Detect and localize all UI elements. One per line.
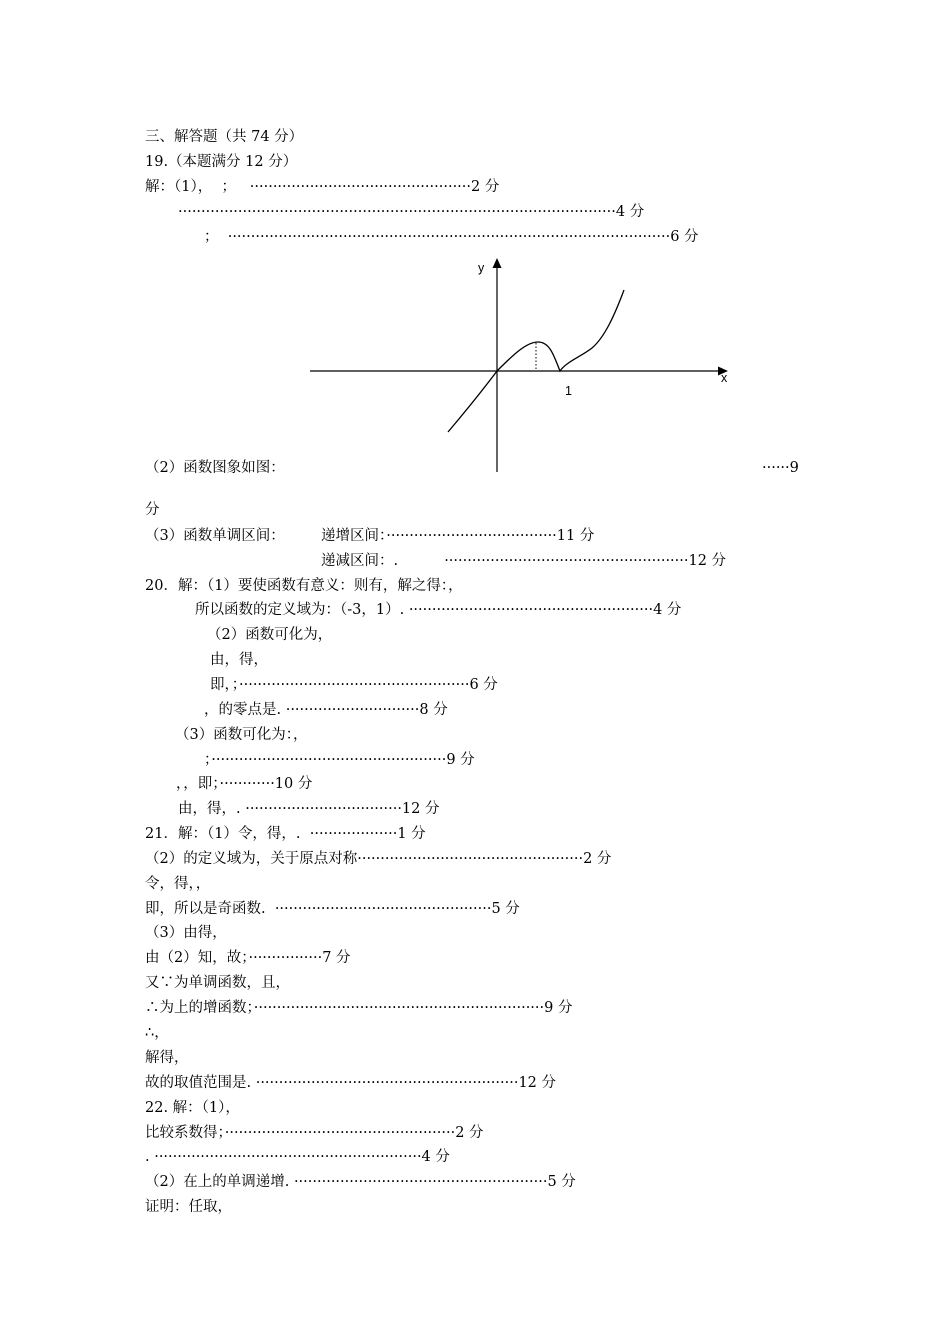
x-axis-label: x: [721, 371, 728, 385]
q21-line-11: 故的取值范围是. ·························································12 分: [145, 1075, 556, 1091]
q19-line-4a: （2）函数图象如图：: [145, 460, 285, 476]
q20-line-9: ，，即；············10 分: [176, 776, 313, 792]
q20-line-6: ，的零点是. ·····························8 分: [204, 702, 448, 718]
q22-line-3: . ··························································4 分: [145, 1149, 450, 1165]
q19-header: 19.（本题满分 12 分）: [145, 154, 298, 170]
q21-line-8: ∴为上的增函数；·······························································9 分: [145, 1000, 573, 1016]
q20-line-10: 由，得，. ··································12 分: [178, 801, 440, 817]
q21-line-5: （3）由得，: [145, 925, 227, 941]
q20-line-1: 20．解：（1）要使函数有意义：则有，解之得：，: [145, 578, 463, 594]
q19-line-6a: （3）函数单调区间：: [145, 528, 285, 544]
q22-line-1: 22. 解：（1），: [145, 1100, 240, 1116]
q21-line-7: 又∵为单调函数，且，: [145, 975, 290, 991]
q20-line-3: （2）函数可化为，: [207, 627, 333, 643]
q20-line-5: 即，；··················································6 分: [210, 677, 498, 693]
q21-line-6: 由（2）知，故；················7 分: [145, 950, 351, 966]
q21-line-1: 21．解：（1）令，得，. ···················1 分: [145, 826, 426, 842]
y-axis-label: y: [478, 261, 485, 275]
q19-line-2: ·······························································································4 分: [178, 204, 645, 220]
q19-line-7: 递减区间：. ·····················································12 分: [321, 553, 727, 569]
q19-line-1: 解：（1）， ； ················································2 分: [145, 179, 500, 195]
q19-line-5: 分: [145, 502, 160, 518]
q21-line-3: 令，得，，: [145, 876, 211, 892]
q20-line-2: 所以函数的定义域为：（-3，1）. ·····················································4 分: [195, 602, 682, 618]
q21-line-9: ∴，: [145, 1025, 169, 1041]
q19-line-6b: 递增区间：·····································11 分: [321, 528, 595, 544]
q19-line-3: ； ································································································6 分: [204, 229, 699, 245]
q22-line-4: （2）在上的单调递增. ·······················································5 分: [145, 1174, 576, 1190]
q20-line-7: （3）函数可化为：，: [175, 727, 308, 743]
q19-line-4b: ······9: [762, 460, 799, 476]
q22-line-5: 证明：任取，: [145, 1199, 232, 1215]
section-title: 三、解答题（共 74 分）: [145, 129, 304, 145]
q20-line-4: 由，得，: [210, 652, 268, 668]
q21-line-10: 解得，: [145, 1050, 189, 1066]
q20-line-8: ；···················································9 分: [204, 752, 475, 768]
q21-line-4: 即，所以是奇函数. ···············································5 分: [145, 901, 520, 917]
q21-line-2: （2）的定义域为，关于原点对称·················································2 分: [145, 851, 612, 867]
tick-label-1: 1: [565, 384, 572, 398]
function-graph: [300, 252, 740, 480]
y-axis-arrow-icon: [493, 258, 502, 268]
q22-line-2: 比较系数得；··················································2 分: [145, 1125, 484, 1141]
